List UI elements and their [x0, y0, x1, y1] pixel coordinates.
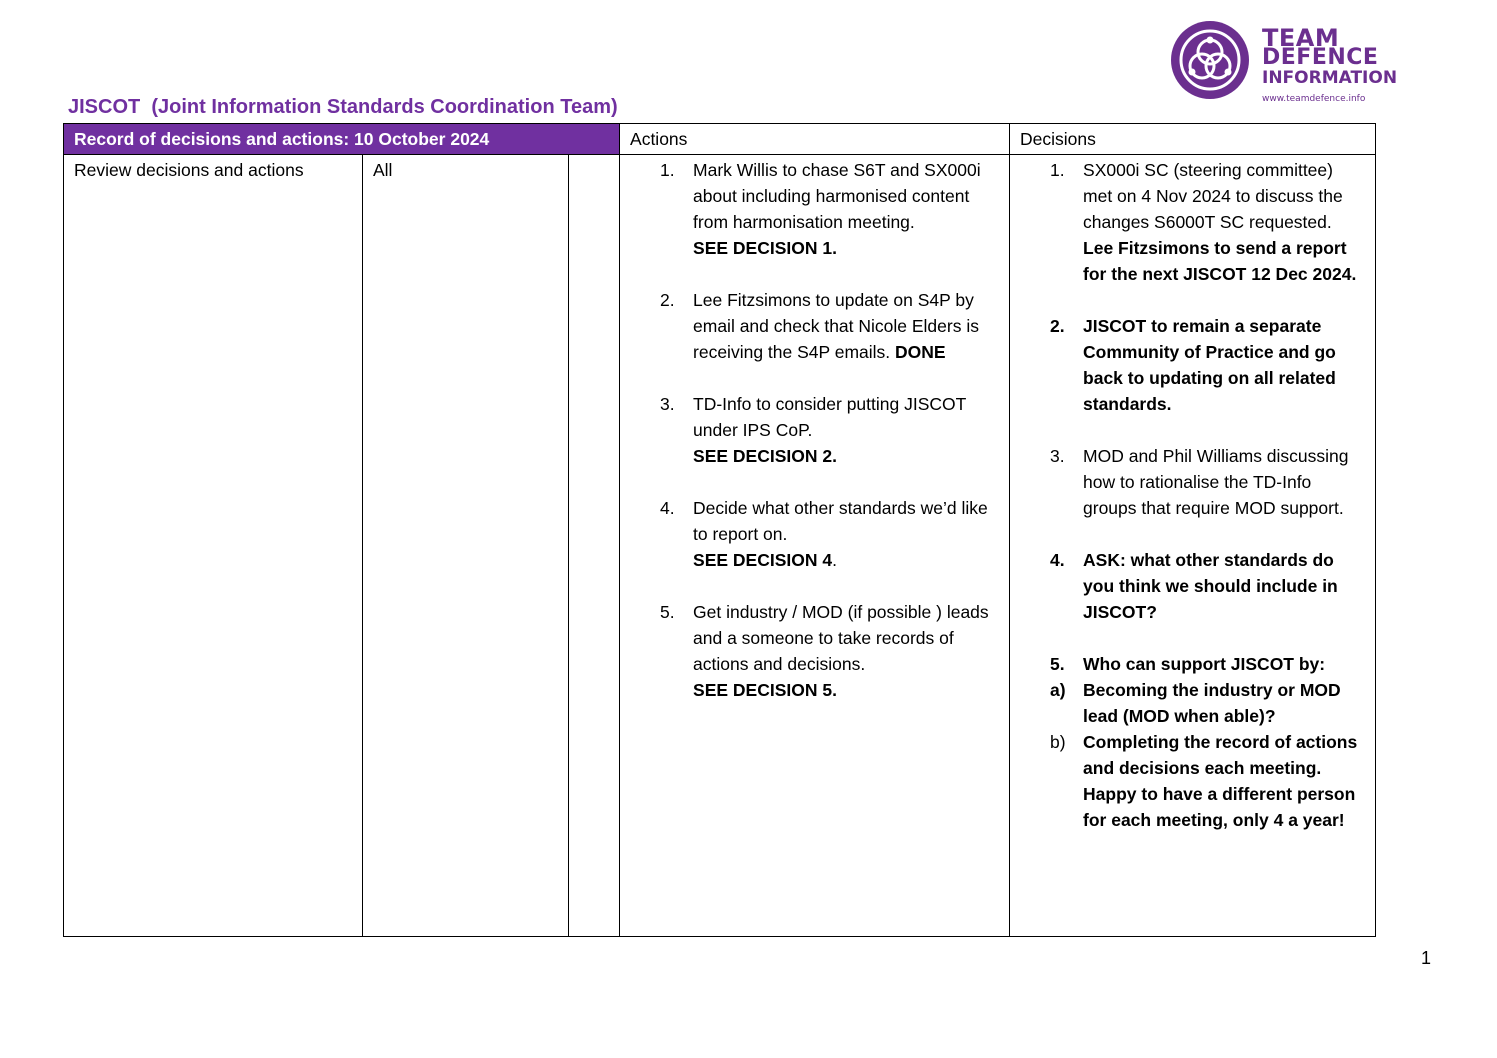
decision-number: a)	[1050, 680, 1066, 700]
action-status: SEE DECISION 5.	[693, 680, 837, 700]
action-text: Mark Willis to chase S6T and SX000i about including harmonised content from harmonisation meeting.	[693, 160, 981, 232]
logo-wordmark	[1262, 24, 1398, 88]
document-title: JISCOT (Joint Information Standards Coordination Team)	[68, 96, 618, 118]
action-text: Get industry / MOD (if possible ) leads and a someone to take records of actions and decisions.	[693, 602, 989, 674]
logo-line-defence: DEFENCE	[1262, 45, 1379, 70]
decisions-list	[1020, 157, 1365, 833]
logo-line-information: INFORMATION	[1262, 68, 1398, 88]
team-defence-emblem-icon	[1168, 16, 1252, 104]
decision-bold-text: Becoming the industry or MOD lead (MOD when able)?	[1083, 680, 1341, 726]
action-text: Lee Fitzsimons to update on S4P by email and check that Nicole Elders is receiving the S4P emails.	[693, 290, 979, 362]
owner-cell: All	[363, 155, 569, 937]
decision-bold-text: ASK: what other standards do you think we should include in JISCOT?	[1083, 550, 1338, 622]
decision-item	[1020, 313, 1365, 417]
decision-number: 5.	[1050, 654, 1065, 674]
action-text: TD-Info to consider putting JISCOT under IPS CoP.	[693, 394, 967, 440]
decision-item	[1020, 443, 1365, 521]
topic-cell: Review decisions and actions	[64, 155, 363, 937]
action-number: 1.	[660, 160, 675, 180]
action-number: 5.	[660, 602, 675, 622]
action-status: SEE DECISION 2.	[693, 446, 837, 466]
decision-bold-text: Completing the record of actions and decisions each meeting. Happy to have a different person for each meeting, only 4 a year!	[1083, 732, 1358, 830]
decision-bold-text: Who can support JISCOT by:	[1083, 654, 1326, 674]
record-header: Record of decisions and actions: 10 October 2024	[64, 124, 620, 155]
decision-item	[1020, 547, 1365, 625]
action-number: 3.	[660, 394, 675, 414]
action-item	[630, 495, 999, 573]
table-header-row	[64, 124, 1376, 155]
actions-list	[630, 157, 999, 703]
logo-line-team: TEAM	[1262, 24, 1340, 52]
decision-number: 4.	[1050, 550, 1065, 570]
actions-header: Actions	[620, 124, 1010, 155]
action-text: Decide what other standards we’d like to report on.	[693, 498, 988, 544]
decision-number: 3.	[1050, 446, 1065, 466]
decision-bold-text: JISCOT to remain a separate Community of Practice and go back to updating on all related standards.	[1083, 316, 1336, 414]
action-status: SEE DECISION 4	[693, 550, 833, 570]
action-number: 2.	[660, 290, 675, 310]
blank-cell	[569, 155, 620, 937]
team-defence-logo	[1168, 16, 1398, 108]
decision-number: 2.	[1050, 316, 1065, 336]
page-number: 1	[1421, 948, 1432, 968]
decision-item	[1020, 651, 1365, 677]
decisions-header: Decisions	[1010, 124, 1376, 155]
action-number: 4.	[660, 498, 675, 518]
action-item	[630, 391, 999, 469]
decision-bold-text: Lee Fitzsimons to send a report for the next JISCOT 12 Dec 2024.	[1083, 238, 1357, 284]
action-status: DONE	[895, 342, 946, 362]
action-status: SEE DECISION 1.	[693, 238, 837, 258]
actions-cell	[620, 155, 1010, 937]
record-table	[63, 123, 1376, 937]
action-status-suffix: .	[832, 550, 837, 570]
table-row	[64, 155, 1376, 937]
logo-url: www.teamdefence.info	[1262, 94, 1366, 104]
decisions-cell	[1010, 155, 1376, 937]
decision-subitem	[1020, 729, 1365, 833]
decision-number: 1.	[1050, 160, 1065, 180]
action-item	[630, 599, 999, 703]
decision-text: SX000i SC (steering committee) met on 4 Nov 2024 to discuss the changes S6000T SC requested.	[1083, 160, 1343, 232]
decision-number: b)	[1050, 732, 1066, 752]
action-item	[630, 287, 999, 365]
action-item	[630, 157, 999, 261]
decision-text: MOD and Phil Williams discussing how to rationalise the TD-Info groups that require MOD support.	[1083, 446, 1349, 518]
decision-item	[1020, 157, 1365, 287]
decision-subitem	[1020, 677, 1365, 729]
